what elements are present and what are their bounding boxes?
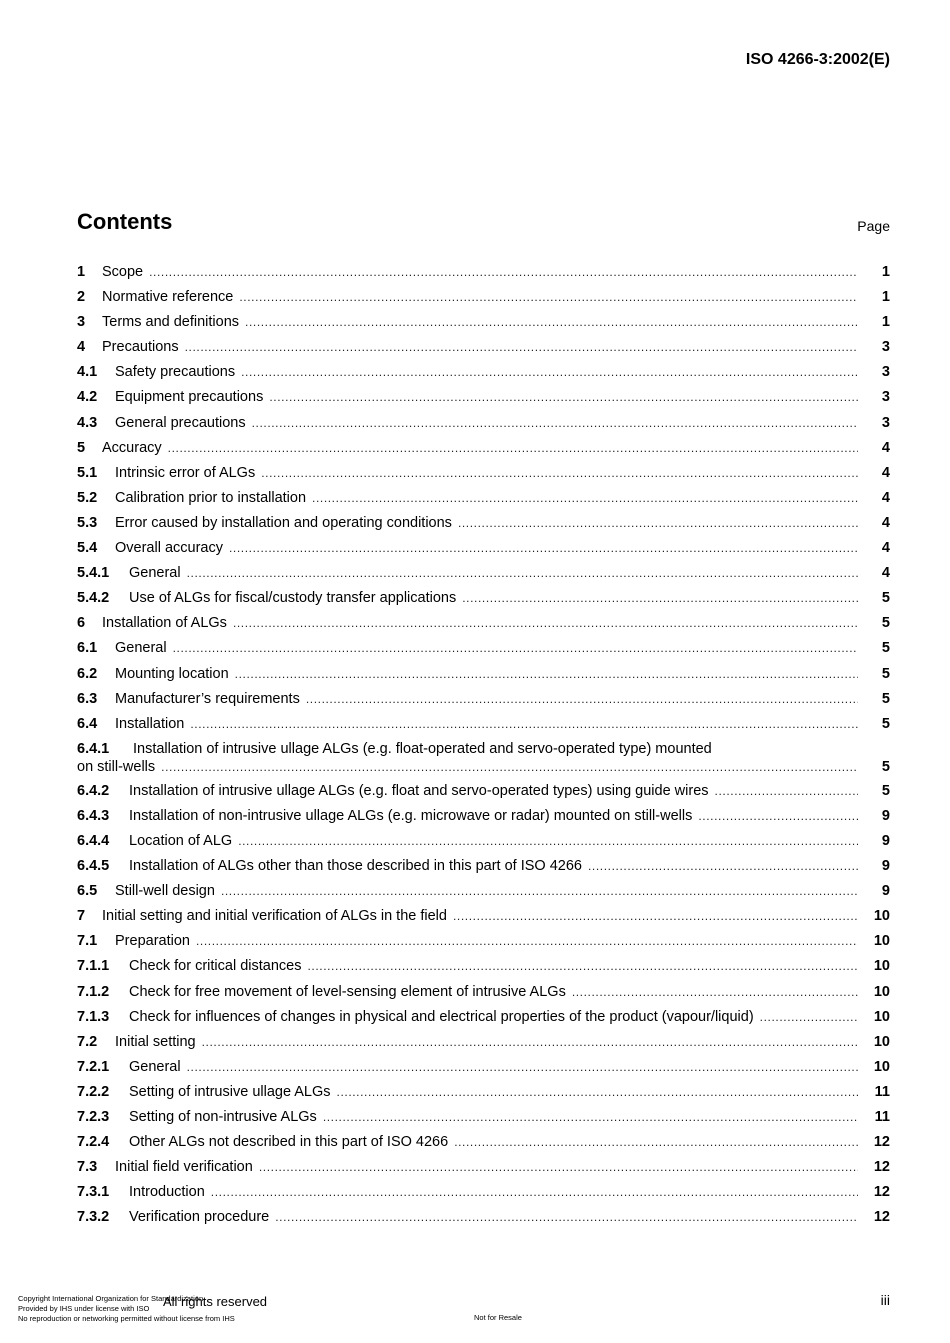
toc-entry[interactable] xyxy=(77,1132,890,1157)
toc-entry-number: 6.5 xyxy=(77,883,98,900)
toc-entry-title: Introduction xyxy=(129,1184,205,1201)
toc-entry-page: 4 xyxy=(881,565,890,582)
toc-entry-page: 1 xyxy=(881,289,890,306)
toc-entry-page: 5 xyxy=(881,782,890,799)
toc-entry-number: 5.1 xyxy=(77,464,98,481)
toc-entry-number: 6.2 xyxy=(77,665,98,682)
dot-leader xyxy=(252,413,858,433)
toc-entry-number: 6.4.1 xyxy=(77,740,110,757)
toc-entry-number: 7.3.1 xyxy=(77,1184,110,1201)
toc-entry-page: 10 xyxy=(873,983,890,1000)
toc-entry-number: 4.1 xyxy=(77,364,98,381)
toc-entry-page: 10 xyxy=(873,1058,890,1075)
toc-entry-title: Location of ALG xyxy=(129,832,233,849)
dot-leader xyxy=(235,664,858,684)
toc-entry[interactable] xyxy=(77,513,890,538)
toc-entry-title: General xyxy=(115,640,167,657)
toc-entry-title: Installation of ALGs other than those described in this part of ISO 4266 xyxy=(129,858,582,875)
toc-entry-page: 5 xyxy=(881,590,890,607)
toc-entry[interactable] xyxy=(77,806,890,831)
toc-entry-page: 9 xyxy=(881,858,890,875)
dot-leader xyxy=(261,463,858,483)
toc-entry-title: Verification procedure xyxy=(129,1209,270,1226)
dot-leader xyxy=(307,956,858,976)
dot-leader xyxy=(241,362,858,382)
toc-entry-continuation[interactable] xyxy=(77,757,890,781)
dot-leader xyxy=(323,1107,858,1127)
toc-entry[interactable] xyxy=(77,638,890,663)
toc-entry-title: Still-well design xyxy=(115,883,215,900)
toc-entry-title: Mounting location xyxy=(115,665,229,682)
page-column-label: Page xyxy=(857,218,890,234)
toc-entry-title: Intrinsic error of ALGs xyxy=(115,464,256,481)
toc-entry-title: Check for critical distances xyxy=(129,958,302,975)
toc-entry-number: 7.1.2 xyxy=(77,983,110,1000)
toc-entry[interactable] xyxy=(77,1057,890,1082)
toc-entry-title: Check for free movement of level-sensing element of intrusive ALGs xyxy=(129,983,566,1000)
toc-entry-title: Error caused by installation and operating conditions xyxy=(115,514,452,531)
toc-entry-title: Installation of intrusive ullage ALGs (e.g. float and servo-operated types) using guide wires xyxy=(129,782,709,799)
dot-leader xyxy=(454,1132,858,1152)
toc-entry-title: Precautions xyxy=(102,339,179,356)
toc-entry[interactable] xyxy=(77,488,890,513)
toc-entry-page: 4 xyxy=(881,540,890,557)
toc-entry[interactable] xyxy=(77,588,890,613)
toc-entry[interactable] xyxy=(77,664,890,689)
toc-entry[interactable] xyxy=(77,1082,890,1107)
toc-entry-title: Accuracy xyxy=(102,439,162,456)
toc-entry[interactable] xyxy=(77,1157,890,1182)
toc-entry-title: Equipment precautions xyxy=(115,389,264,406)
dot-leader xyxy=(185,337,858,357)
dot-leader xyxy=(312,488,858,508)
toc-entry-number: 7.2.2 xyxy=(77,1083,110,1100)
toc-entry-number: 7.2 xyxy=(77,1033,98,1050)
toc-entry-title: Installation of intrusive ullage ALGs (e.g. float-operated and servo-operated type) mounted xyxy=(133,740,712,757)
table-of-contents xyxy=(77,262,890,1232)
toc-entry-page: 10 xyxy=(873,1033,890,1050)
dot-leader xyxy=(238,831,858,851)
dot-leader xyxy=(245,312,858,332)
toc-entry-number: 6.4.5 xyxy=(77,858,110,875)
toc-entry[interactable] xyxy=(77,262,890,287)
toc-entry-number: 5.4 xyxy=(77,540,98,557)
toc-entry[interactable] xyxy=(77,931,890,956)
dot-leader xyxy=(588,856,858,876)
toc-entry[interactable] xyxy=(77,781,890,806)
toc-entry-title: Initial setting xyxy=(115,1033,196,1050)
toc-entry-number: 6.3 xyxy=(77,690,98,707)
toc-entry[interactable] xyxy=(77,982,890,1007)
toc-entry-title: Preparation xyxy=(115,933,190,950)
toc-entry[interactable] xyxy=(77,1182,890,1207)
toc-entry[interactable] xyxy=(77,613,890,638)
toc-entry[interactable] xyxy=(77,1107,890,1132)
toc-entry-page: 5 xyxy=(881,715,890,732)
toc-entry[interactable] xyxy=(77,387,890,412)
toc-entry-title: Installation xyxy=(115,715,185,732)
toc-entry-page: 3 xyxy=(881,364,890,381)
dot-leader xyxy=(269,387,858,407)
toc-entry-title: Normative reference xyxy=(102,289,234,306)
toc-entry-title: Overall accuracy xyxy=(115,540,223,557)
toc-entry[interactable] xyxy=(77,1007,890,1032)
dot-leader xyxy=(337,1082,858,1102)
toc-entry[interactable] xyxy=(77,689,890,714)
toc-entry-title: Initial field verification xyxy=(115,1159,253,1176)
dot-leader xyxy=(161,757,858,777)
dot-leader xyxy=(306,689,858,709)
toc-entry-page: 3 xyxy=(881,389,890,406)
toc-entry-title: General xyxy=(129,1058,181,1075)
toc-entry-page: 11 xyxy=(874,1083,890,1100)
toc-entry-title: General xyxy=(129,565,181,582)
dot-leader xyxy=(221,881,858,901)
dot-leader xyxy=(453,906,858,926)
dot-leader xyxy=(239,287,858,307)
copyright-line: Copyright International Organization for Standardization xyxy=(18,1294,204,1303)
toc-entry-page: 5 xyxy=(881,615,890,632)
toc-entry[interactable] xyxy=(77,906,890,931)
toc-entry-page: 4 xyxy=(881,514,890,531)
toc-entry-page: 4 xyxy=(881,489,890,506)
toc-entry[interactable] xyxy=(77,856,890,881)
dot-leader xyxy=(760,1007,858,1027)
dot-leader xyxy=(211,1182,858,1202)
toc-entry-page: 9 xyxy=(881,807,890,824)
toc-entry-page: 10 xyxy=(873,1008,890,1025)
toc-entry-title: Setting of intrusive ullage ALGs xyxy=(129,1083,331,1100)
toc-entry-number: 6.4.2 xyxy=(77,782,110,799)
toc-entry-page: 4 xyxy=(881,439,890,456)
toc-entry-title: Installation of non-intrusive ullage ALGs (e.g. microwave or radar) mounted on still-wells xyxy=(129,807,693,824)
toc-entry-number: 5.4.1 xyxy=(77,565,110,582)
toc-entry-number: 7.2.4 xyxy=(77,1134,110,1151)
toc-entry-number: 3 xyxy=(77,314,86,331)
toc-entry-title: Use of ALGs for fiscal/custody transfer applications xyxy=(129,590,457,607)
toc-entry-page: 5 xyxy=(881,665,890,682)
toc-entry-page: 12 xyxy=(873,1159,890,1176)
contents-heading: Contents xyxy=(77,209,173,234)
toc-entry-number: 7.1 xyxy=(77,933,98,950)
toc-entry-title: Calibration prior to installation xyxy=(115,489,307,506)
toc-entry-number: 7.1.1 xyxy=(77,958,110,975)
toc-entry[interactable] xyxy=(77,312,890,337)
toc-entry-number: 4 xyxy=(77,339,86,356)
toc-entry-page: 11 xyxy=(874,1109,890,1125)
toc-entry-number: 7.1.3 xyxy=(77,1008,110,1025)
toc-entry[interactable] xyxy=(77,463,890,488)
toc-entry-title: Installation of ALGs xyxy=(102,615,227,632)
toc-entry-page: 3 xyxy=(881,414,890,431)
dot-leader xyxy=(275,1207,858,1227)
toc-entry-page: 10 xyxy=(873,958,890,975)
dot-leader xyxy=(187,1057,858,1077)
document-id: ISO 4266-3:2002(E) xyxy=(745,51,890,68)
dot-leader xyxy=(572,982,858,1002)
toc-entry-number: 4.2 xyxy=(77,389,98,406)
dot-leader xyxy=(458,513,858,533)
toc-entry-title: Manufacturer’s requirements xyxy=(115,690,300,707)
toc-entry-page: 10 xyxy=(873,933,890,950)
toc-entry[interactable] xyxy=(77,337,890,362)
toc-entry-number: 7.3 xyxy=(77,1159,98,1176)
toc-entry-number: 1 xyxy=(77,264,86,280)
copyright-line: No reproduction or networking permitted without license from IHS xyxy=(18,1314,235,1323)
dot-leader xyxy=(168,438,858,458)
toc-entry-page: 12 xyxy=(873,1209,890,1226)
toc-entry-number: 5.2 xyxy=(77,489,98,506)
toc-entry-number: 6.1 xyxy=(77,640,98,657)
toc-entry-page: 5 xyxy=(881,690,890,707)
toc-entry-title: Terms and definitions xyxy=(102,314,240,331)
toc-entry-page: 9 xyxy=(881,832,890,849)
dot-leader xyxy=(173,638,858,658)
toc-entry-title: Initial setting and initial verification of ALGs in the field xyxy=(102,908,447,925)
toc-entry[interactable] xyxy=(77,956,890,981)
toc-entry-title: Other ALGs not described in this part of ISO 4266 xyxy=(129,1134,449,1151)
dot-leader xyxy=(715,781,858,801)
dot-leader xyxy=(233,613,858,633)
toc-entry[interactable] xyxy=(77,563,890,588)
toc-entry-number: 7.2.3 xyxy=(77,1109,110,1125)
toc-entry[interactable] xyxy=(77,831,890,856)
toc-entry-number: 5 xyxy=(77,439,86,456)
dot-leader xyxy=(190,714,858,734)
toc-entry-page: 5 xyxy=(881,758,890,775)
toc-entry-page: 10 xyxy=(873,908,890,925)
toc-entry-page: 1 xyxy=(881,264,890,280)
toc-entry-number: 7 xyxy=(77,908,86,925)
dot-leader xyxy=(202,1032,858,1052)
toc-entry[interactable] xyxy=(77,1207,890,1232)
toc-entry-title: Scope xyxy=(102,264,144,280)
dot-leader xyxy=(187,563,858,583)
toc-entry[interactable] xyxy=(77,413,890,438)
copyright-line: Provided by IHS under license with ISO xyxy=(18,1304,150,1313)
not-for-resale: Not for Resale xyxy=(474,1313,522,1322)
toc-entry-page: 12 xyxy=(873,1134,890,1151)
toc-entry[interactable] xyxy=(77,362,890,387)
rights-reserved: All rights reserved xyxy=(163,1294,268,1309)
toc-entry-number: 6 xyxy=(77,615,86,632)
toc-entry-number: 4.3 xyxy=(77,414,98,431)
toc-entry-title-continued: on still-wells xyxy=(77,758,156,775)
toc-entry-number: 5.3 xyxy=(77,514,98,531)
toc-entry-number: 6.4.3 xyxy=(77,807,110,824)
toc-entry-title: Setting of non-intrusive ALGs xyxy=(129,1109,317,1125)
toc-entry-page: 4 xyxy=(881,464,890,481)
toc-entry-title: Safety precautions xyxy=(115,364,236,381)
toc-entry[interactable] xyxy=(77,538,890,563)
dot-leader xyxy=(259,1157,858,1177)
dot-leader xyxy=(196,931,858,951)
toc-entry-number: 7.3.2 xyxy=(77,1209,110,1226)
toc-entry-page: 9 xyxy=(881,883,890,900)
dot-leader xyxy=(149,262,858,282)
toc-entry-number: 6.4 xyxy=(77,715,98,732)
toc-entry[interactable] xyxy=(77,438,890,463)
toc-entry[interactable] xyxy=(77,287,890,312)
page-number: iii xyxy=(880,1292,890,1308)
toc-entry-number: 6.4.4 xyxy=(77,832,110,849)
toc-entry-number: 7.2.1 xyxy=(77,1058,110,1075)
toc-entry-number: 2 xyxy=(77,289,86,306)
toc-entry-page: 5 xyxy=(881,640,890,657)
toc-entry[interactable] xyxy=(77,714,890,739)
dot-leader xyxy=(462,588,858,608)
toc-entry-number: 5.4.2 xyxy=(77,590,110,607)
toc-entry-title: General precautions xyxy=(115,414,246,431)
toc-entry-page: 12 xyxy=(873,1184,890,1201)
toc-entry[interactable] xyxy=(77,1032,890,1057)
dot-leader xyxy=(698,806,858,826)
dot-leader xyxy=(229,538,858,558)
toc-entry-page: 1 xyxy=(881,314,890,331)
toc-entry-title: Check for influences of changes in physical and electrical properties of the product (vapour/liquid) xyxy=(129,1008,754,1025)
toc-entry[interactable] xyxy=(77,881,890,906)
toc-entry[interactable] xyxy=(77,739,890,757)
toc-entry-page: 3 xyxy=(881,339,890,356)
